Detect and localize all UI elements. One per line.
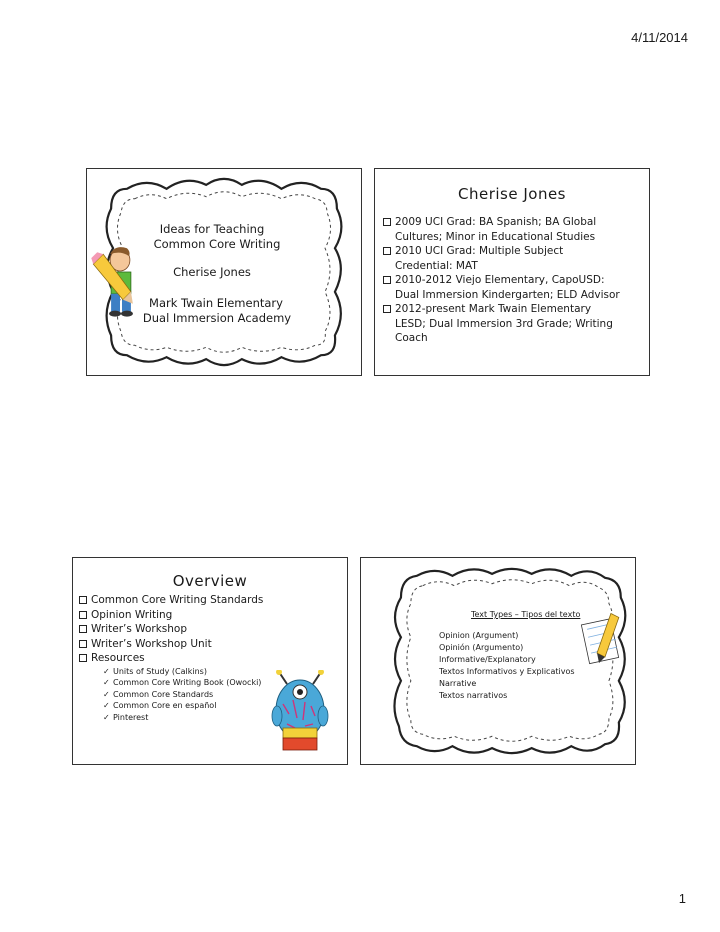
slide-text-types [360,557,636,765]
slide-about-title: Cherise Jones [457,185,566,203]
monster-clipart [269,670,331,752]
header-date: 4/11/2014 [631,30,688,45]
resource-item: ✓ Common Core Writing Book (Owocki) [103,678,262,687]
bio-item: 2010-2012 Viejo Elementary, CapoUSD: Dual Immersion Kindergarten; ELD Advisor [383,273,645,302]
text-type-line: Informative/Explanatory [439,655,536,664]
checkbox-bullet-icon [383,247,391,255]
overview-item: Writer’s Workshop [79,622,341,637]
text-type-line: Opinion (Argument) [439,631,519,640]
checkbox-bullet-icon [383,276,391,284]
text-type-line: Textos narrativos [439,691,508,700]
overview-item: Common Core Writing Standards [79,593,341,608]
slide-school-line2: Dual Immersion Academy [142,311,292,325]
slide-title [86,168,362,376]
notepad-pencil-clipart [581,613,618,663]
checkbox-bullet-icon [79,640,87,648]
text-type-line: Opinión (Argumento) [439,643,524,652]
slide-title-line2: Common Core Writing [153,237,281,251]
slide-about-author [374,168,650,376]
text-type-line: Narrative [439,679,477,688]
resource-item: ✓ Units of Study (Calkins) [103,666,207,676]
resource-item: ✓ Common Core en español [103,701,217,710]
bio-item: 2012-present Mark Twain Elementary LESD; Dual Immersion 3rd Grade; Writing Coach [383,302,645,346]
checkbox-bullet-icon [79,611,87,619]
overview-item: Resources ✓ Units of Study (Calkins) ✓ Common Core Writing Book (Owocki) ✓ Common Core Standards ✓ Common Core en español ✓ Pinterest [79,651,341,723]
overview-item: Opinion Writing [79,608,341,623]
slide-school-line1: Mark Twain Elementary [149,296,283,310]
checkmark-icon: ✓ [103,666,110,676]
text-type-line: Textos Informativos y Explicativos [439,667,575,676]
text-types-heading: Text Types – Tipos del texto [471,610,581,619]
checkbox-bullet-icon [79,625,87,633]
bio-list [383,215,645,346]
slide-title-line1: Ideas for Teaching [159,222,265,236]
resource-item: ✓ Common Core Standards [103,689,214,699]
checkbox-bullet-icon [383,305,391,313]
checkbox-bullet-icon [79,654,87,662]
checkmark-icon: ✓ [103,678,110,687]
resource-item: ✓ Pinterest [103,712,149,722]
overview-item: Writer’s Workshop Unit [79,637,341,652]
checkmark-icon: ✓ [103,712,110,722]
bio-item: 2010 UCI Grad: Multiple Subject Credential: MAT [383,244,645,273]
page-number: 1 [678,891,686,906]
slide-author: Cherise Jones [173,265,251,279]
checkmark-icon: ✓ [103,689,110,699]
checkbox-bullet-icon [383,218,391,226]
checkmark-icon: ✓ [103,701,110,710]
slide-overview [72,557,348,765]
bio-item: 2009 UCI Grad: BA Spanish; BA Global Cultures; Minor in Educational Studies [383,215,645,244]
boy-with-pencil-clipart [91,247,133,316]
checkbox-bullet-icon [79,596,87,604]
slide-overview-title: Overview [172,572,248,590]
